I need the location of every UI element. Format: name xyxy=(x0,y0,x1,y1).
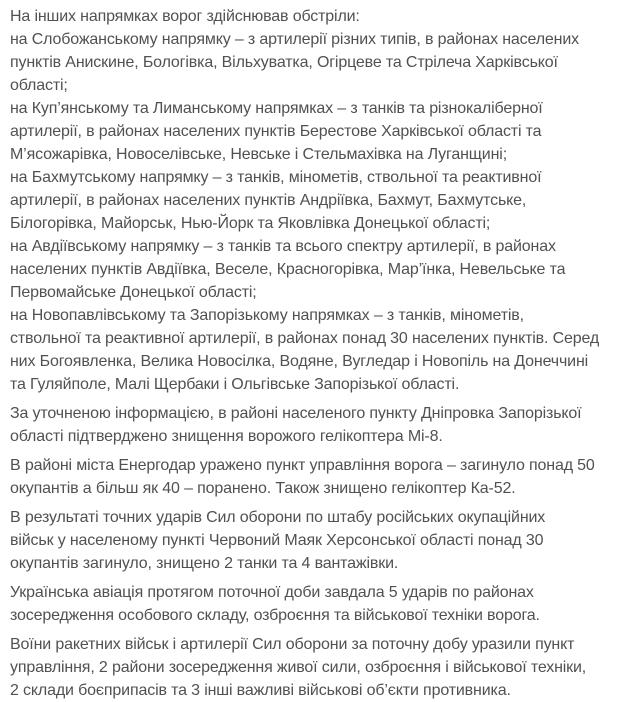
paragraph-enerhodar-strike xyxy=(10,454,634,500)
text-line: на Куп’янському та Лиманському напрямках – з танків та різнокаліберної xyxy=(10,100,543,117)
text-line: Воїни ракетних військ і артилерії Сил оборони за поточну добу уразили пункт xyxy=(10,636,575,653)
text-line: населених пунктів Авдіївка, Веселе, Красногорівка, Мар’їнка, Невельське та xyxy=(10,261,566,278)
text-line: на Слобожанському напрямку – з артилерії різних типів, в районах населених xyxy=(10,31,579,48)
text-line: управління, 2 райони зосередження живої сили, озброєння і військової техніки, xyxy=(10,659,587,676)
text-line: В результаті точних ударів Сил оборони по штабу російських окупаційних xyxy=(10,509,546,526)
text-line: них Богоявленка, Велика Новосілка, Водяне, Вугледар і Новопіль на Донеччині xyxy=(10,353,589,370)
text-line: Первомайське Донецької області; xyxy=(10,284,257,301)
text-line: артилерії, в районах населених пунктів Берестове Харківської області та xyxy=(10,123,542,140)
text-line: артилерії, в районах населених пунктів Андріївка, Бахмут, Бахмутське, xyxy=(10,192,527,209)
paragraph-aviation-strikes xyxy=(10,581,634,627)
text-line: пунктів Анискине, Бологівка, Вільхуватка, Огірцеве та Стрілеча Харківської xyxy=(10,54,558,71)
text-line: 2 склади боєприпасів та 3 інші важливі військові об’єкти противника. xyxy=(10,682,511,699)
text-line: на Бахмутському напрямку – з танків, мінометів, ствольної та реактивної xyxy=(10,169,542,186)
paragraph-missile-artillery-strikes xyxy=(10,633,634,702)
text-line: М’ясожарівка, Новоселівське, Невське і Стельмахівка на Луганщині; xyxy=(10,146,507,163)
text-line: окупантів загинуло, знищено 2 танки та 4 вантажівки. xyxy=(10,555,399,572)
text-line: області підтверджено знищення ворожого гелікоптера Мі-8. xyxy=(10,428,443,445)
paragraph-shelling-directions xyxy=(10,5,634,396)
paragraph-chervonyi-maiak-strike xyxy=(10,506,634,575)
text-line: на Новопавлівському та Запорізькому напрямках – з танків, мінометів, xyxy=(10,307,524,324)
text-line: на Авдіївському напрямку – з танків та всього спектру артилерії, в районах xyxy=(10,238,556,255)
text-line: ствольної та реактивної артилерії, в районах понад 30 населених пунктів. Серед xyxy=(10,330,600,347)
text-line: Українська авіація протягом поточної доби завдала 5 ударів по районах xyxy=(10,584,534,601)
text-line: окупантів а більш як 40 – поранено. Також знищено гелікоптер Ка-52. xyxy=(10,480,516,497)
text-line: На інших напрямках ворог здійснював обстріли: xyxy=(10,8,360,25)
text-line: За уточненою інформацією, в районі населеного пункту Дніпровка Запорізької xyxy=(10,405,582,422)
text-line: військ у населеному пункті Червоний Маяк Херсонської області понад 30 xyxy=(10,532,544,549)
text-line: В районі міста Енергодар уражено пункт управління ворога – загинуло понад 50 xyxy=(10,457,595,474)
paragraph-dniprovka-helicopter xyxy=(10,402,634,448)
text-line: та Гуляйполе, Малі Щербаки і Ольгівське Запорізької області. xyxy=(10,376,460,393)
text-line: області; xyxy=(10,77,68,94)
text-line: Білогорівка, Майорськ, Нью-Йорк та Яковлівка Донецької області; xyxy=(10,215,491,232)
text-line: зосередження особового складу, озброєння та військової техніки ворога. xyxy=(10,607,540,624)
